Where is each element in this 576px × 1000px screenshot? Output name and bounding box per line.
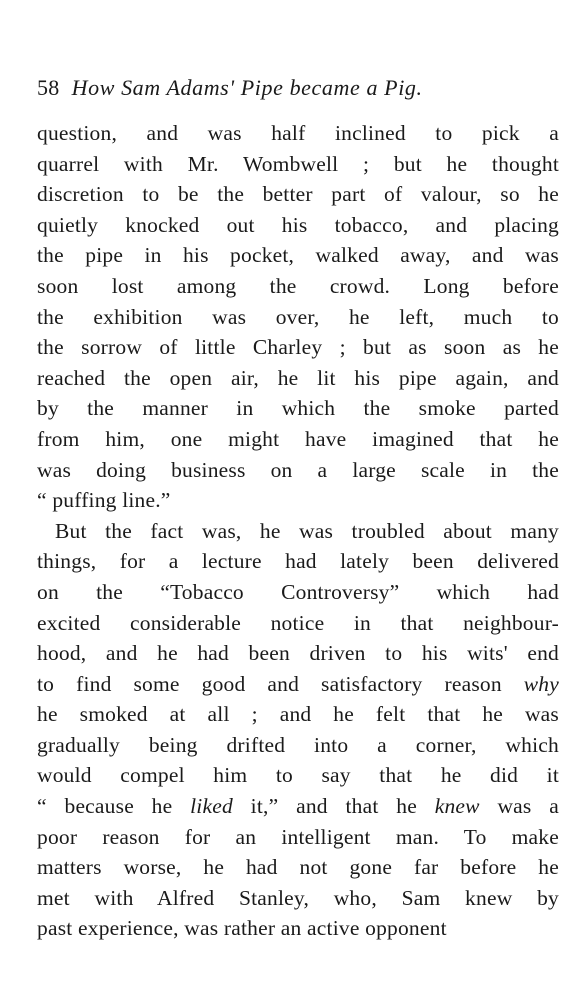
text-line: question, and was half inclined to pick a: [37, 121, 559, 145]
text-line: he smoked at all ; and he felt that he was: [37, 702, 559, 727]
text-line: was doing business on a large scale in the: [37, 457, 559, 482]
text-line: discretion to be the better part of valour, so he: [37, 182, 559, 207]
text-line: matters worse, he had not gone far before he: [37, 855, 559, 880]
text-line: gradually being drifted into a corner, which: [37, 732, 559, 757]
text-segment: “ because he: [37, 794, 173, 819]
emphasis-liked: liked: [190, 794, 233, 819]
text-line: would compel him to say that he did it: [37, 763, 559, 788]
text-line: by the manner in which the smoke parted: [37, 396, 559, 421]
text-line: met with Alfred Stanley, who, Sam knew by: [37, 885, 559, 910]
page-number: 58: [37, 75, 60, 100]
body-text: [37, 118, 559, 944]
emphasis-knew: knew: [434, 794, 480, 819]
text-line: things, for a lecture had lately been delivered: [37, 549, 559, 574]
text-line-with-emphasis: [37, 791, 559, 822]
running-head: [37, 74, 507, 102]
text-line: the exhibition was over, he left, much to: [37, 304, 559, 329]
text-line: quarrel with Mr. Wombwell ; but he thought: [37, 151, 559, 176]
emphasis-why: why: [523, 671, 559, 696]
header-title: How Sam Adams' Pipe became a Pig.: [71, 75, 423, 100]
text-line: poor reason for an intelligent man. To make: [37, 824, 559, 849]
text-line: the pipe in his pocket, walked away, and was: [37, 243, 559, 268]
paragraph-1: [37, 118, 559, 516]
text-line: from him, one might have imagined that he: [37, 426, 559, 451]
text-segment: to find some good and satisfactory reason: [37, 671, 502, 696]
text-line: quietly knocked out his tobacco, and placing: [37, 212, 559, 237]
text-line: past experience, was rather an active opponent: [37, 916, 447, 941]
text-line-with-emphasis: [37, 669, 559, 700]
text-line: reached the open air, he lit his pipe again, and: [37, 365, 559, 390]
text-segment: was a: [479, 794, 559, 819]
text-line: soon lost among the crowd. Long before: [37, 273, 559, 298]
text-line: the sorrow of little Charley ; but as soon as he: [37, 335, 559, 360]
text-line: “ puffing line.”: [37, 488, 171, 513]
text-line: But the fact was, he was troubled about many: [55, 518, 559, 543]
text-line: hood, and he had been driven to his wits' end: [37, 641, 559, 666]
text-line: excited considerable notice in that neighbour-: [37, 610, 559, 635]
paragraph-2: [37, 516, 559, 944]
text-line: on the “Tobacco Controversy” which had: [37, 579, 559, 604]
text-segment: it,” and that he: [232, 794, 435, 819]
